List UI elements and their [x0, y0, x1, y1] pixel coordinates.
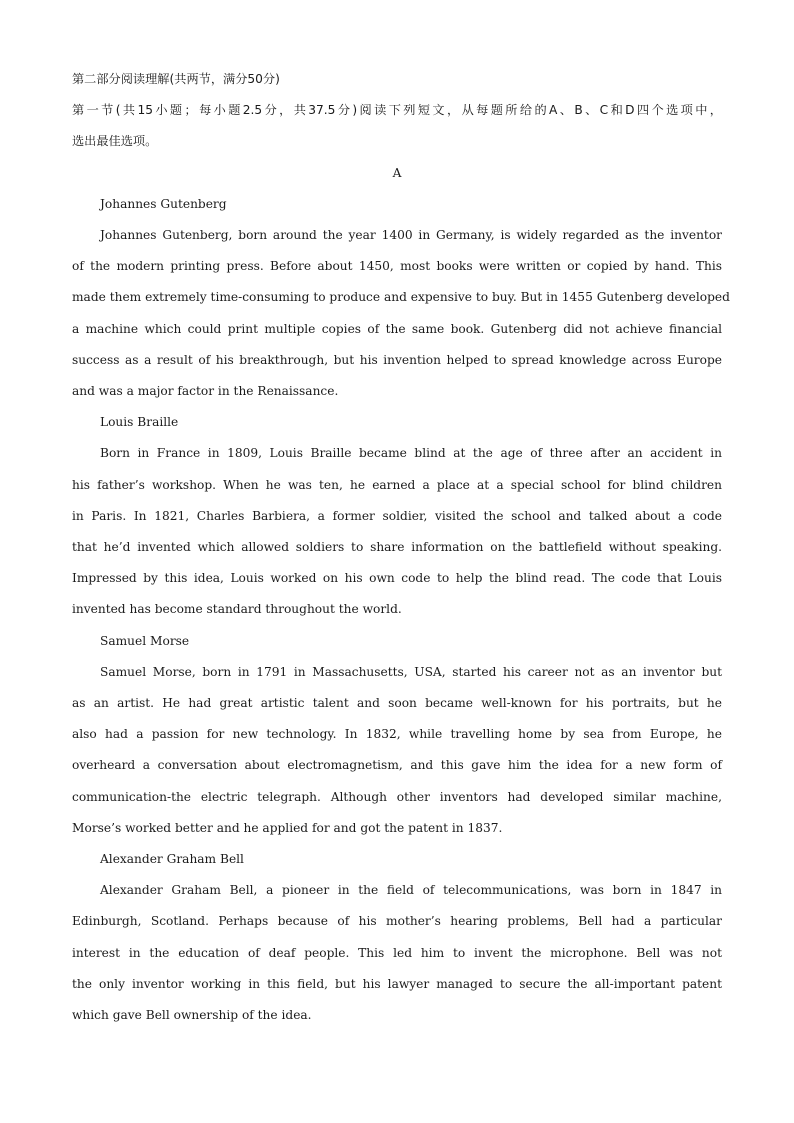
section-heading-gutenberg: Johannes Gutenberg — [100, 196, 227, 211]
document-page — [72, 64, 730, 1031]
paragraph-line: interest in the education of deaf people. This led him to invent the microphone. Bell was not — [72, 945, 722, 960]
paragraph-line: that he’d invented which allowed soldiers to share information on the battlefield without speaking. — [72, 540, 722, 555]
paragraph-line: of the modern printing press. Before about 1450, most books were written or copied by hand. This — [72, 259, 722, 274]
paragraph-line: in Paris. In 1821, Charles Barbiera, a former soldier, visited the school and talked about a code — [72, 508, 722, 523]
paragraph-line: communication-the electric telegraph. Although other inventors had developed similar machine, — [72, 789, 722, 804]
passage-label: A — [392, 165, 402, 180]
paragraph-line: a machine which could print multiple copies of the same book. Gutenberg did not achieve financial — [72, 321, 722, 336]
paragraph-line: the only inventor working in this field, but his lawyer managed to secure the all-important patent — [72, 976, 722, 991]
paragraph-line: Alexander Graham Bell, a pioneer in the field of telecommunications, was born in 1847 in — [100, 883, 722, 898]
paragraph-line: his father’s workshop. When he was ten, he earned a place at a special school for blind children — [72, 477, 722, 492]
paragraph-line: made them extremely time-consuming to produce and expensive to buy. But in 1455 Gutenberg developed — [72, 290, 730, 305]
part-title: 第二部分阅读理解(共两节，满分50分) — [72, 72, 280, 86]
paragraph-line: invented has become standard throughout the world. — [72, 602, 402, 617]
section-heading-braille: Louis Braille — [100, 415, 179, 430]
section-heading-bell: Alexander Graham Bell — [100, 852, 244, 867]
paragraph-line: also had a passion for new technology. In 1832, while travelling home by sea from Europe, he — [72, 727, 722, 742]
paragraph-line: Edinburgh, Scotland. Perhaps because of his mother’s hearing problems, Bell had a particular — [72, 914, 722, 929]
paragraph-line: Johannes Gutenberg, born around the year 1400 in Germany, is widely regarded as the inventor — [100, 228, 722, 243]
paragraph-line: Born in France in 1809, Louis Braille became blind at the age of three after an accident in — [100, 446, 722, 461]
paragraph-line: Impressed by this idea, Louis worked on his own code to help the blind read. The code that Louis — [72, 571, 722, 586]
paragraph-line: which gave Bell ownership of the idea. — [72, 1008, 312, 1023]
paragraph-line: and was a major factor in the Renaissance. — [72, 384, 339, 399]
paragraph-line: overheard a conversation about electromagnetism, and this gave him the idea for a new form of — [72, 758, 722, 773]
section-instruction-line-1: 第一节(共15小题；每小题2.5分，共37.5分)阅读下列短文，从每题所给的A、B、C和D四个选项中， — [72, 103, 722, 118]
paragraph-line: Morse’s worked better and he applied for and got the patent in 1837. — [72, 820, 503, 835]
paragraph-line: Samuel Morse, born in 1791 in Massachusetts, USA, started his career not as an inventor but — [100, 664, 722, 679]
section-heading-morse: Samuel Morse — [100, 633, 190, 648]
section-instruction-line-2: 选出最佳选项。 — [72, 134, 158, 149]
paragraph-line: success as a result of his breakthrough, but his invention helped to spread knowledge across Europe — [72, 352, 722, 367]
paragraph-line: as an artist. He had great artistic talent and soon became well-known for his portraits, but he — [72, 696, 722, 711]
